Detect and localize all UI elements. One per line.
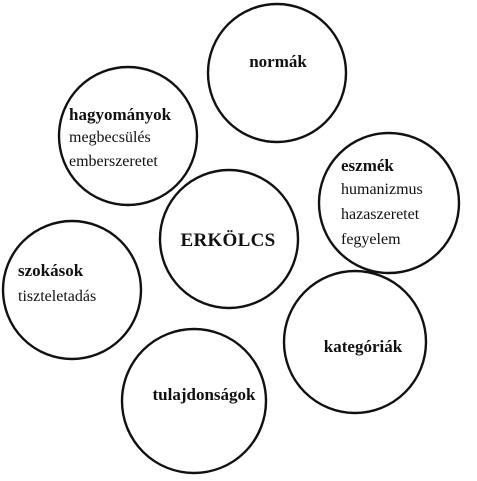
node-item-fegyelem: fegyelem — [341, 231, 401, 248]
node-item-emberszeretet: emberszeretet — [69, 153, 158, 170]
circle-normak — [208, 4, 346, 142]
node-title-kategoriak: kategóriák — [323, 337, 403, 356]
node-item-megbecsules: megbecsülés — [69, 129, 151, 146]
circle-eszmek — [319, 133, 459, 273]
node-title-tulajdonsagok: tulajdonságok — [152, 385, 256, 404]
node-title-szokasok: szokások — [18, 261, 84, 280]
node-title-normak: normák — [249, 52, 307, 71]
node-title-hagyomanyok: hagyományok — [69, 105, 172, 124]
node-title-eszmek: eszmék — [341, 156, 394, 175]
node-item-humanizmus: humanizmus — [341, 181, 423, 198]
node-item-tiszteletadas: tiszteletadás — [18, 288, 97, 305]
center-label: ERKÖLCS — [180, 230, 276, 251]
node-item-hazaszeretet: hazaszeretet — [341, 206, 420, 223]
